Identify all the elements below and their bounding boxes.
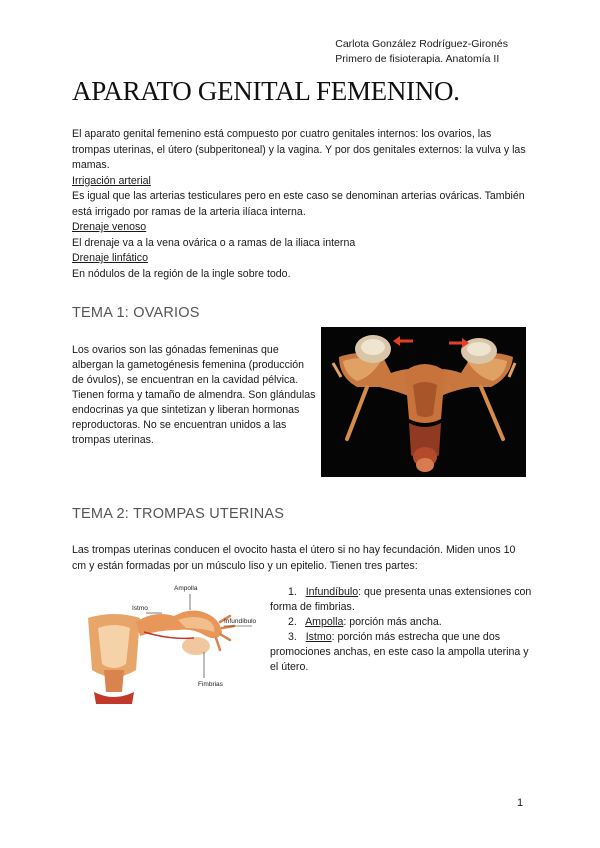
label-infundibulo: Infundíbulo: [224, 618, 257, 625]
irrigacion-text: Es igual que las arterias testiculares pero en este caso se denominan arterias ováricas. También está irrigado por ramas de la arteria ilíaca interna.: [72, 190, 525, 218]
list-item: 1. Infundíbulo: que presenta unas extensiones con forma de fimbrias.: [270, 586, 532, 613]
intro-block: [72, 127, 532, 282]
list-item: 2. Ampolla: porción más ancha.: [288, 616, 442, 628]
course-name: Primero de fisioterapia. Anatomía II: [335, 53, 500, 65]
tema1-heading: TEMA 1: OVARIOS: [72, 305, 200, 321]
ovaries-illustration: [321, 327, 526, 477]
author-name: Carlota González Rodríguez-Gironés: [335, 38, 508, 50]
page-number: 1: [517, 797, 524, 809]
tema2-heading: TEMA 2: TROMPAS UTERINAS: [72, 506, 285, 522]
ovaries-photo: [321, 327, 526, 477]
label-istmo: Istmo: [132, 605, 148, 612]
tube-parts-list: [270, 585, 532, 675]
tema2-paragraph: Las trompas uterinas conducen el ovocito hasta el útero si no hay fecundación. Miden unos 10 cm y están formadas por un músculo liso y un epitelio. Tienen tres partes:: [72, 544, 516, 572]
term-istmo: Istmo: [305, 631, 332, 643]
uterine-tube-diagram: [74, 580, 258, 704]
drenaje-linfatico-text: En nódulos de la región de la ingle sobre todo.: [72, 267, 291, 280]
drenaje-linfatico-heading: Drenaje linfático: [72, 252, 148, 264]
term-infundibulo: Infundíbulo: [305, 586, 359, 598]
intro-paragraph: El aparato genital femenino está compuesto por cuatro genitales internos: los ovarios, las trompas uterinas, el útero (subperitoneal) y la vagina. Y por dos genitales externos: la vulva y las mamas.: [72, 128, 526, 171]
drenaje-venoso-text: El drenaje va a la vena ovárica o a ramas de la iliaca interna: [72, 236, 356, 249]
irrigacion-heading: Irrigación arterial: [72, 174, 151, 187]
label-ampolla: Ampolla: [174, 585, 198, 592]
list-item: 3. Istmo: porción más estrecha que une dos promociones anchas, en este caso la ampolla uterina y el útero.: [270, 631, 529, 673]
page-header: [335, 37, 508, 67]
page-title: APARATO GENITAL FEMENINO.: [72, 76, 460, 106]
drenaje-venoso-heading: Drenaje venoso: [72, 221, 147, 233]
uterine-tube-illustration: [74, 580, 258, 704]
label-fimbrias: Fimbrias: [198, 681, 223, 688]
tema1-paragraph: Los ovarios son las gónadas femeninas que albergan la gametogénesis femenina (producción de óvulos), se encuentran en la cavidad pélvica. Tienen forma y tamaño de almendra. Son glándulas endocrinas ya que sintetizan y liberan hormonas reproductoras. No se encuentran unidos a las trompas uterinas.: [72, 344, 316, 446]
term-ampolla: Ampolla: [305, 616, 344, 628]
